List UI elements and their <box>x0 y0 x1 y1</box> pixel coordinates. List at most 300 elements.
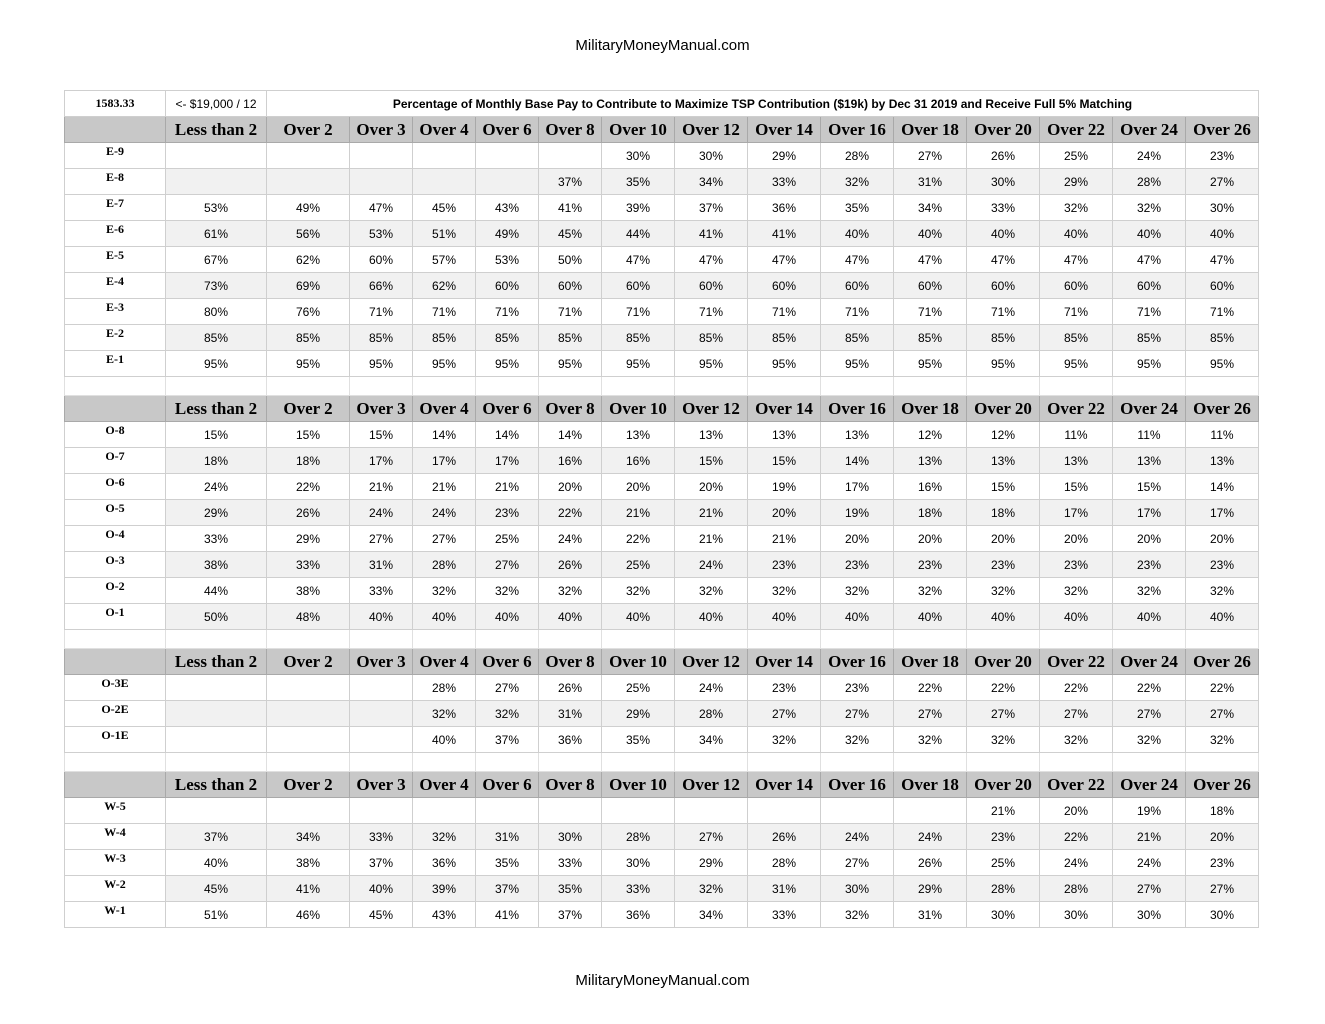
percentage-cell: 95% <box>166 351 267 377</box>
percentage-cell: 95% <box>350 351 413 377</box>
percentage-cell <box>267 675 350 701</box>
column-header: Less than 2 <box>166 396 267 422</box>
percentage-cell: 32% <box>1186 578 1259 604</box>
percentage-cell: 20% <box>967 526 1040 552</box>
table-row <box>65 604 1259 630</box>
table-row <box>65 876 1259 902</box>
column-header: Over 18 <box>894 649 967 675</box>
percentage-cell: 41% <box>539 195 602 221</box>
percentage-cell: 21% <box>967 798 1040 824</box>
percentage-cell: 35% <box>602 169 675 195</box>
spacer-cell <box>821 753 894 772</box>
percentage-cell: 27% <box>821 701 894 727</box>
percentage-cell: 20% <box>539 474 602 500</box>
percentage-cell: 23% <box>967 824 1040 850</box>
column-header: Over 24 <box>1113 772 1186 798</box>
percentage-cell: 95% <box>821 351 894 377</box>
percentage-cell: 27% <box>1186 169 1259 195</box>
percentage-cell: 71% <box>821 299 894 325</box>
percentage-cell <box>267 169 350 195</box>
percentage-cell: 95% <box>267 351 350 377</box>
percentage-cell: 40% <box>166 850 267 876</box>
percentage-cell: 27% <box>1186 701 1259 727</box>
column-header: Over 18 <box>894 117 967 143</box>
spacer-cell <box>65 753 166 772</box>
percentage-cell: 23% <box>1186 143 1259 169</box>
percentage-cell: 47% <box>602 247 675 273</box>
percentage-cell: 33% <box>602 876 675 902</box>
percentage-cell: 27% <box>894 143 967 169</box>
table-row <box>65 578 1259 604</box>
percentage-cell: 85% <box>602 325 675 351</box>
spacer-cell <box>748 630 821 649</box>
spacer-cell <box>413 753 476 772</box>
percentage-cell: 14% <box>1186 474 1259 500</box>
column-header: Over 20 <box>967 117 1040 143</box>
pay-grade-label: O-1E <box>65 727 166 753</box>
percentage-cell: 45% <box>350 902 413 928</box>
percentage-cell: 32% <box>821 169 894 195</box>
spacer-cell <box>350 753 413 772</box>
percentage-cell: 41% <box>476 902 539 928</box>
percentage-cell: 37% <box>350 850 413 876</box>
percentage-cell: 20% <box>821 526 894 552</box>
percentage-cell: 16% <box>539 448 602 474</box>
percentage-cell: 14% <box>539 422 602 448</box>
percentage-cell <box>350 727 413 753</box>
percentage-cell: 16% <box>894 474 967 500</box>
pay-grade-label: O-5 <box>65 500 166 526</box>
spacer-cell <box>166 753 267 772</box>
spacer-cell <box>267 377 350 396</box>
percentage-cell: 29% <box>748 143 821 169</box>
table-title: Percentage of Monthly Base Pay to Contribute to Maximize TSP Contribution ($19k) by Dec 31 2019 and Receive Full 5% Matching <box>267 91 1259 117</box>
percentage-cell: 20% <box>894 526 967 552</box>
site-name-header: MilitaryMoneyManual.com <box>575 37 750 54</box>
percentage-cell: 44% <box>166 578 267 604</box>
percentage-cell: 47% <box>894 247 967 273</box>
percentage-cell: 18% <box>1186 798 1259 824</box>
percentage-cell <box>350 701 413 727</box>
percentage-cell: 30% <box>967 902 1040 928</box>
percentage-cell: 32% <box>821 902 894 928</box>
percentage-cell <box>476 798 539 824</box>
percentage-cell: 30% <box>1113 902 1186 928</box>
percentage-cell: 40% <box>413 604 476 630</box>
percentage-cell: 85% <box>821 325 894 351</box>
percentage-cell: 47% <box>675 247 748 273</box>
percentage-cell: 34% <box>894 195 967 221</box>
pay-grade-label: W-4 <box>65 824 166 850</box>
percentage-cell: 24% <box>1040 850 1113 876</box>
percentage-cell: 13% <box>675 422 748 448</box>
percentage-cell: 28% <box>675 701 748 727</box>
table-row <box>65 143 1259 169</box>
column-header: Over 10 <box>602 117 675 143</box>
percentage-cell: 21% <box>413 474 476 500</box>
percentage-cell <box>413 143 476 169</box>
percentage-cell: 60% <box>350 247 413 273</box>
table-row <box>65 675 1259 701</box>
pay-grade-label: O-4 <box>65 526 166 552</box>
percentage-cell: 71% <box>675 299 748 325</box>
pay-grade-label: W-3 <box>65 850 166 876</box>
spacer-cell <box>1040 377 1113 396</box>
percentage-cell: 95% <box>675 351 748 377</box>
column-header: Over 16 <box>821 649 894 675</box>
percentage-cell: 40% <box>350 604 413 630</box>
column-header: Over 3 <box>350 772 413 798</box>
column-header: Over 20 <box>967 396 1040 422</box>
column-header: Over 8 <box>539 117 602 143</box>
table-row <box>65 422 1259 448</box>
percentage-cell: 23% <box>748 552 821 578</box>
percentage-cell: 49% <box>476 221 539 247</box>
percentage-cell: 69% <box>267 273 350 299</box>
percentage-cell: 71% <box>1186 299 1259 325</box>
section-spacer <box>65 753 1259 772</box>
percentage-cell: 32% <box>539 578 602 604</box>
percentage-cell: 85% <box>894 325 967 351</box>
percentage-cell: 28% <box>602 824 675 850</box>
percentage-cell: 22% <box>1113 675 1186 701</box>
percentage-cell: 13% <box>1040 448 1113 474</box>
percentage-cell: 28% <box>413 675 476 701</box>
percentage-cell: 85% <box>748 325 821 351</box>
percentage-cell: 50% <box>539 247 602 273</box>
percentage-cell <box>166 798 267 824</box>
percentage-cell: 85% <box>267 325 350 351</box>
column-header: Less than 2 <box>166 649 267 675</box>
percentage-cell: 23% <box>967 552 1040 578</box>
percentage-cell: 27% <box>413 526 476 552</box>
percentage-cell: 71% <box>748 299 821 325</box>
percentage-cell: 15% <box>267 422 350 448</box>
percentage-cell: 22% <box>967 675 1040 701</box>
percentage-cell: 39% <box>413 876 476 902</box>
percentage-cell: 25% <box>602 675 675 701</box>
percentage-cell: 22% <box>539 500 602 526</box>
percentage-cell: 26% <box>267 500 350 526</box>
percentage-cell: 48% <box>267 604 350 630</box>
percentage-cell <box>166 169 267 195</box>
percentage-cell: 34% <box>267 824 350 850</box>
percentage-cell: 60% <box>675 273 748 299</box>
percentage-cell: 15% <box>1040 474 1113 500</box>
spacer-cell <box>476 753 539 772</box>
percentage-cell: 95% <box>602 351 675 377</box>
percentage-cell: 23% <box>1186 552 1259 578</box>
column-header: Over 14 <box>748 772 821 798</box>
spacer-cell <box>413 377 476 396</box>
percentage-cell <box>413 798 476 824</box>
spacer-cell <box>1186 377 1259 396</box>
info-row <box>65 91 1259 117</box>
percentage-cell: 33% <box>350 824 413 850</box>
site-name-footer: MilitaryMoneyManual.com <box>575 972 750 989</box>
column-header: Over 20 <box>967 772 1040 798</box>
percentage-cell <box>894 798 967 824</box>
spacer-cell <box>1113 630 1186 649</box>
spacer-cell <box>821 377 894 396</box>
percentage-cell: 71% <box>476 299 539 325</box>
percentage-cell: 23% <box>821 675 894 701</box>
percentage-cell: 31% <box>894 902 967 928</box>
percentage-cell: 24% <box>539 526 602 552</box>
table-row <box>65 351 1259 377</box>
spacer-cell <box>602 377 675 396</box>
percentage-cell <box>602 798 675 824</box>
percentage-cell: 23% <box>476 500 539 526</box>
spacer-cell <box>748 753 821 772</box>
percentage-cell: 56% <box>267 221 350 247</box>
percentage-cell: 24% <box>1113 143 1186 169</box>
percentage-cell: 40% <box>967 221 1040 247</box>
column-header: Over 2 <box>267 117 350 143</box>
percentage-cell: 32% <box>476 701 539 727</box>
percentage-cell: 85% <box>1040 325 1113 351</box>
percentage-cell: 95% <box>748 351 821 377</box>
percentage-cell <box>413 169 476 195</box>
percentage-cell: 31% <box>476 824 539 850</box>
spacer-cell <box>1186 753 1259 772</box>
percentage-cell: 27% <box>748 701 821 727</box>
column-header: Over 26 <box>1186 396 1259 422</box>
percentage-cell: 19% <box>1113 798 1186 824</box>
column-header: Over 18 <box>894 396 967 422</box>
spacer-cell <box>65 630 166 649</box>
pay-grade-label: O-2E <box>65 701 166 727</box>
percentage-cell: 30% <box>1040 902 1113 928</box>
percentage-cell: 40% <box>1186 604 1259 630</box>
percentage-cell <box>539 143 602 169</box>
percentage-cell: 32% <box>1040 727 1113 753</box>
percentage-cell: 32% <box>675 578 748 604</box>
column-header: Over 10 <box>602 772 675 798</box>
percentage-cell: 60% <box>539 273 602 299</box>
column-header: Over 6 <box>476 396 539 422</box>
percentage-cell: 44% <box>602 221 675 247</box>
percentage-cell <box>267 701 350 727</box>
percentage-cell: 27% <box>1113 876 1186 902</box>
percentage-cell: 13% <box>821 422 894 448</box>
column-header: Over 16 <box>821 117 894 143</box>
column-header: Over 12 <box>675 117 748 143</box>
spacer-cell <box>1113 377 1186 396</box>
percentage-cell: 21% <box>602 500 675 526</box>
spacer-cell <box>65 377 166 396</box>
percentage-cell: 13% <box>602 422 675 448</box>
percentage-cell: 15% <box>675 448 748 474</box>
percentage-cell: 32% <box>821 727 894 753</box>
percentage-cell: 24% <box>675 552 748 578</box>
percentage-cell: 26% <box>539 552 602 578</box>
percentage-cell: 40% <box>821 221 894 247</box>
percentage-cell: 29% <box>166 500 267 526</box>
percentage-cell: 30% <box>1186 902 1259 928</box>
spacer-cell <box>967 753 1040 772</box>
percentage-cell: 23% <box>1040 552 1113 578</box>
percentage-cell: 21% <box>748 526 821 552</box>
spacer-cell <box>539 630 602 649</box>
header-corner <box>65 396 166 422</box>
percentage-cell: 40% <box>748 604 821 630</box>
percentage-cell: 85% <box>1113 325 1186 351</box>
percentage-cell: 36% <box>413 850 476 876</box>
percentage-cell: 45% <box>413 195 476 221</box>
column-header: Over 24 <box>1113 396 1186 422</box>
percentage-cell: 40% <box>1113 604 1186 630</box>
spacer-cell <box>1040 753 1113 772</box>
percentage-cell: 60% <box>476 273 539 299</box>
column-header: Over 4 <box>413 396 476 422</box>
table-row <box>65 850 1259 876</box>
pay-grade-label: E-3 <box>65 299 166 325</box>
pay-grade-label: E-1 <box>65 351 166 377</box>
percentage-cell: 71% <box>539 299 602 325</box>
spacer-cell <box>476 377 539 396</box>
percentage-cell: 13% <box>967 448 1040 474</box>
percentage-cell: 61% <box>166 221 267 247</box>
percentage-cell: 71% <box>894 299 967 325</box>
percentage-cell: 15% <box>1113 474 1186 500</box>
column-header: Over 22 <box>1040 772 1113 798</box>
percentage-cell: 40% <box>350 876 413 902</box>
percentage-cell: 17% <box>476 448 539 474</box>
percentage-cell: 41% <box>675 221 748 247</box>
percentage-cell <box>267 143 350 169</box>
column-header: Over 12 <box>675 649 748 675</box>
column-header: Over 24 <box>1113 649 1186 675</box>
percentage-cell: 32% <box>602 578 675 604</box>
column-header: Over 3 <box>350 396 413 422</box>
spacer-cell <box>166 630 267 649</box>
percentage-cell: 26% <box>967 143 1040 169</box>
percentage-cell: 20% <box>675 474 748 500</box>
percentage-cell: 32% <box>675 876 748 902</box>
percentage-cell <box>267 798 350 824</box>
percentage-cell: 13% <box>1186 448 1259 474</box>
percentage-cell: 47% <box>748 247 821 273</box>
pay-grade-label: O-2 <box>65 578 166 604</box>
percentage-cell: 27% <box>821 850 894 876</box>
percentage-cell: 62% <box>413 273 476 299</box>
percentage-cell: 47% <box>821 247 894 273</box>
percentage-cell: 30% <box>602 850 675 876</box>
percentage-cell: 32% <box>476 578 539 604</box>
spacer-cell <box>821 630 894 649</box>
percentage-cell: 27% <box>476 675 539 701</box>
percentage-cell: 23% <box>748 675 821 701</box>
percentage-cell: 40% <box>1186 221 1259 247</box>
spacer-cell <box>267 630 350 649</box>
percentage-cell: 57% <box>413 247 476 273</box>
percentage-cell: 40% <box>967 604 1040 630</box>
percentage-cell: 34% <box>675 902 748 928</box>
pay-grade-label: O-3E <box>65 675 166 701</box>
percentage-cell: 60% <box>1113 273 1186 299</box>
percentage-cell: 29% <box>267 526 350 552</box>
table-row <box>65 798 1259 824</box>
column-header: Less than 2 <box>166 772 267 798</box>
spacer-cell <box>894 753 967 772</box>
table-row <box>65 273 1259 299</box>
percentage-cell: 24% <box>894 824 967 850</box>
percentage-cell: 15% <box>166 422 267 448</box>
percentage-cell <box>350 798 413 824</box>
percentage-cell: 29% <box>894 876 967 902</box>
percentage-cell: 31% <box>894 169 967 195</box>
percentage-cell: 24% <box>413 500 476 526</box>
table-row <box>65 221 1259 247</box>
table-row <box>65 169 1259 195</box>
percentage-cell: 23% <box>1113 552 1186 578</box>
percentage-cell: 51% <box>166 902 267 928</box>
percentage-cell: 14% <box>476 422 539 448</box>
spacer-cell <box>413 630 476 649</box>
percentage-cell: 15% <box>967 474 1040 500</box>
column-header: Over 6 <box>476 117 539 143</box>
percentage-cell: 24% <box>1113 850 1186 876</box>
percentage-cell: 35% <box>602 727 675 753</box>
percentage-cell: 22% <box>1040 824 1113 850</box>
pay-grade-label: O-7 <box>65 448 166 474</box>
percentage-cell: 27% <box>894 701 967 727</box>
percentage-cell: 17% <box>821 474 894 500</box>
column-header-row <box>65 117 1259 143</box>
percentage-cell: 32% <box>1040 578 1113 604</box>
percentage-cell <box>675 798 748 824</box>
spacer-cell <box>166 377 267 396</box>
percentage-cell: 40% <box>894 604 967 630</box>
percentage-cell: 14% <box>413 422 476 448</box>
percentage-cell: 32% <box>894 578 967 604</box>
column-header: Less than 2 <box>166 117 267 143</box>
monthly-amount-note: <- $19,000 / 12 <box>166 91 267 117</box>
percentage-cell: 95% <box>967 351 1040 377</box>
column-header: Over 8 <box>539 649 602 675</box>
percentage-cell: 41% <box>267 876 350 902</box>
percentage-cell: 80% <box>166 299 267 325</box>
spacer-cell <box>1040 630 1113 649</box>
percentage-cell <box>476 169 539 195</box>
percentage-cell: 40% <box>413 727 476 753</box>
percentage-cell: 11% <box>1040 422 1113 448</box>
percentage-cell <box>350 143 413 169</box>
percentage-cell: 60% <box>894 273 967 299</box>
percentage-cell: 29% <box>675 850 748 876</box>
percentage-cell: 67% <box>166 247 267 273</box>
percentage-cell: 34% <box>675 727 748 753</box>
column-header: Over 16 <box>821 396 894 422</box>
percentage-cell: 95% <box>539 351 602 377</box>
table-row <box>65 526 1259 552</box>
column-header: Over 4 <box>413 772 476 798</box>
percentage-cell: 21% <box>1113 824 1186 850</box>
percentage-cell: 38% <box>267 578 350 604</box>
spacer-cell <box>967 377 1040 396</box>
percentage-cell: 23% <box>821 552 894 578</box>
percentage-cell: 22% <box>602 526 675 552</box>
percentage-cell: 22% <box>1186 675 1259 701</box>
percentage-cell: 32% <box>413 824 476 850</box>
percentage-cell: 85% <box>1186 325 1259 351</box>
percentage-cell: 95% <box>1186 351 1259 377</box>
percentage-cell: 24% <box>821 824 894 850</box>
pay-grade-label: E-5 <box>65 247 166 273</box>
spacer-cell <box>675 630 748 649</box>
table-row <box>65 247 1259 273</box>
